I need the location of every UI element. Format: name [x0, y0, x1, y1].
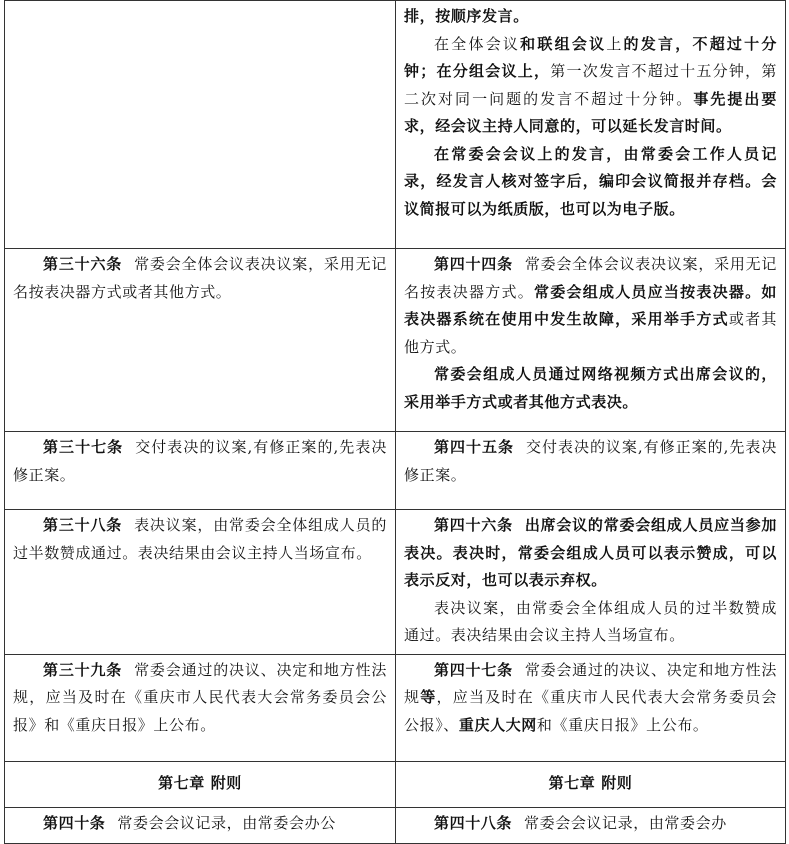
amended-text: 等: [420, 688, 437, 706]
left-cell: [5, 654, 396, 761]
text-segment: 常委会通过的决议、决定和地方性法规，应当及时在《重庆市人民代表大会常务委员会公报》和《重庆日报》上公布。: [13, 660, 387, 734]
paragraph: [13, 434, 387, 489]
article-number: 第三十六条: [43, 255, 123, 273]
paragraph: [404, 361, 777, 416]
chapter-title: 第七章 附则: [158, 774, 242, 793]
amended-text: 出席会议的常委会组成人员应当参加表决。表决时，常委会组成人员可以表示赞成，可以表示反对，也可以表示弃权。: [404, 516, 777, 589]
left-cell: [5, 510, 396, 655]
left-cell: [5, 1, 396, 249]
text-segment: 第一次发言不超过十五分钟，第二次对同一问题的发言不超过十分钟。: [404, 62, 778, 108]
article-number: 第四十八条: [434, 813, 513, 832]
article-number: 第四十条: [43, 813, 106, 832]
paragraph: [404, 434, 777, 489]
chapter-row: [5, 761, 786, 807]
amended-text: 重庆人大网: [458, 715, 537, 734]
paragraph: [13, 810, 387, 838]
text-segment: 上: [606, 34, 624, 53]
right-cell: [396, 807, 786, 843]
right-cell: [396, 1, 786, 249]
table-row: [5, 1, 786, 249]
text-segment: 在全体会议: [434, 34, 521, 53]
chapter-title-left: [5, 761, 396, 807]
paragraph: [404, 810, 777, 838]
table-row: [5, 654, 786, 761]
text-segment: 表决议案，由常委会全体组成人员的过半数赞成通过。表决结果由会议主持人当场宣布。: [13, 516, 387, 562]
right-cell: [396, 432, 786, 510]
table-row: [5, 432, 786, 510]
amended-text: 常委会组成人员通过网络视频方式出席会议的，采用举手方式或者其他方式表决。: [404, 365, 777, 411]
article-number: 第四十七条: [434, 660, 513, 679]
chapter-title: 第七章 附则: [548, 774, 633, 793]
article-number: 第四十四条: [434, 255, 513, 273]
text-segment: 或者其他方式。: [404, 310, 777, 356]
paragraph: [404, 141, 777, 224]
chapter-title-right: [396, 761, 786, 807]
article-number: 第四十六条: [434, 516, 513, 534]
right-cell: [396, 510, 786, 655]
paragraph: [404, 3, 777, 31]
text-segment: ，应当及时在《重庆市人民代表大会常务委员会公报》、: [404, 688, 777, 734]
article-number: 第三十八条: [43, 516, 123, 534]
paragraph: [13, 512, 387, 567]
paragraph: [13, 251, 387, 306]
table-row: [5, 510, 786, 655]
article-number: 第四十五条: [434, 438, 514, 456]
paragraph: [404, 657, 777, 740]
paragraph: [404, 595, 777, 650]
left-cell: [5, 807, 396, 843]
paragraph: [404, 31, 777, 141]
text-segment: 常委会会议记录，由常委会办: [524, 813, 727, 832]
amended-text: 和联组会议: [520, 34, 607, 53]
comparison-table: [4, 0, 786, 844]
left-cell: [5, 432, 396, 510]
text-segment: 和《重庆日报》上公布。: [536, 715, 709, 734]
text-segment: 表决议案，由常委会全体组成人员的过半数赞成通过。表决结果由会议主持人当场宣布。: [404, 598, 777, 644]
text-segment: 常委会全体会议表决议案，采用无记名按表决器方式。: [404, 255, 777, 301]
right-cell: [396, 654, 786, 761]
paragraph: [404, 251, 777, 361]
text-segment: 常委会通过的决议、决定和地方性法规: [404, 660, 777, 706]
amended-text: 的发言，不超过十分钟；在分组会议上，: [404, 34, 777, 80]
text-segment: 交付表决的议案,有修正案的,先表决修正案。: [404, 438, 777, 484]
amended-text: 事先提出要求，经会议主持人同意的，可以延长发言时间。: [404, 89, 777, 135]
article-number: 第三十九条: [43, 660, 123, 679]
paragraph: [404, 512, 777, 595]
amended-text: 常委会组成人员应当按表决器。如表决器系统在使用中发生故障，采用举手方式: [404, 282, 777, 328]
amended-text: 在常委会会议上的发言，由常委会工作人员记录，经发言人核对签字后，编印会议简报并存档。会议简报可以为纸质版，也可以为电子版。: [404, 144, 777, 218]
text-segment: 交付表决的议案,有修正案的,先表决修正案。: [13, 438, 387, 484]
left-cell: [5, 249, 396, 432]
table-row: [5, 807, 786, 843]
text-segment: 常委会会议记录，由常委会办公: [117, 813, 336, 832]
right-cell: [396, 249, 786, 432]
text-segment: 常委会全体会议表决议案，采用无记名按表决器方式或者其他方式。: [13, 255, 387, 301]
amended-text: 排，按顺序发言。: [404, 7, 529, 25]
paragraph: [13, 657, 387, 740]
article-number: 第三十七条: [43, 438, 124, 456]
table-row: [5, 249, 786, 432]
